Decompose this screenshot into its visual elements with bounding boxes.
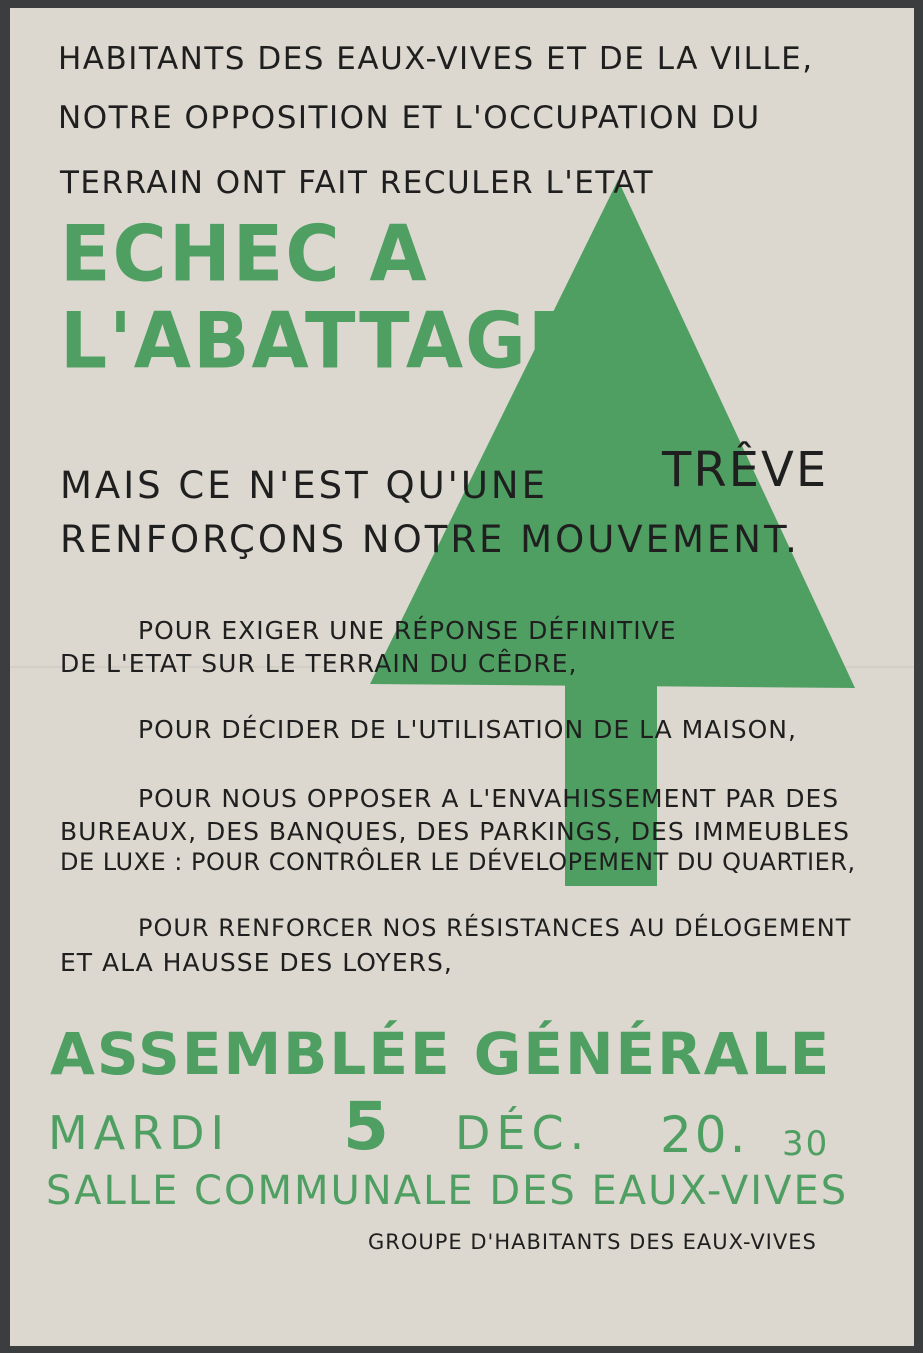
intro-line-3: TERRAIN ONT FAIT RECULER L'ETAT <box>60 165 655 201</box>
truce-word: TRÊVE <box>662 442 829 498</box>
headline-line-2: L'ABATTAGE! <box>60 295 617 387</box>
demand-1-line-1: POUR EXIGER UNE RÉPONSE DÉFINITIVE <box>138 616 677 645</box>
demand-3-line-2: BUREAUX, DES BANQUES, DES PARKINGS, DES IMMEUBLES <box>60 817 851 846</box>
truce-line-2: RENFORÇONS NOTRE MOUVEMENT. <box>60 518 800 561</box>
event-title: ASSEMBLÉE GÉNÉRALE <box>50 1020 832 1088</box>
demand-1-line-2: DE L'ETAT SUR LE TERRAIN DU CÊDRE, <box>60 649 578 678</box>
intro-line-2: NOTRE OPPOSITION ET L'OCCUPATION DU <box>58 100 761 136</box>
demand-4-line-2: ET ALA HAUSSE DES LOYERS, <box>60 948 453 977</box>
demand-3-line-3: DE LUXE : POUR CONTRÔLER LE DÉVELOPEMENT DU QUARTIER, <box>60 848 856 876</box>
event-minutes: 30 <box>782 1124 830 1164</box>
truce-line-1: MAIS CE N'EST QU'UNE <box>60 464 548 507</box>
event-date-number: 5 <box>343 1088 390 1165</box>
headline-line-1: ECHEC A <box>60 208 429 300</box>
demand-4-line-1: POUR RENFORCER NOS RÉSISTANCES AU DÉLOGEMENT <box>138 914 852 942</box>
event-day: MARDI <box>48 1106 231 1160</box>
demand-2-line-1: POUR DÉCIDER DE L'UTILISATION DE LA MAISON, <box>138 715 797 744</box>
event-month: DÉC. <box>455 1106 591 1160</box>
event-venue: SALLE COMMUNALE DES EAUX-VIVES <box>46 1168 849 1214</box>
demand-3-line-1: POUR NOUS OPPOSER A L'ENVAHISSEMENT PAR DES <box>138 784 840 813</box>
intro-line-1: HABITANTS DES EAUX-VIVES ET DE LA VILLE, <box>58 41 814 77</box>
signature: GROUPE D'HABITANTS DES EAUX-VIVES <box>368 1230 817 1254</box>
event-hour: 20. <box>660 1106 749 1164</box>
poster <box>10 8 914 1346</box>
